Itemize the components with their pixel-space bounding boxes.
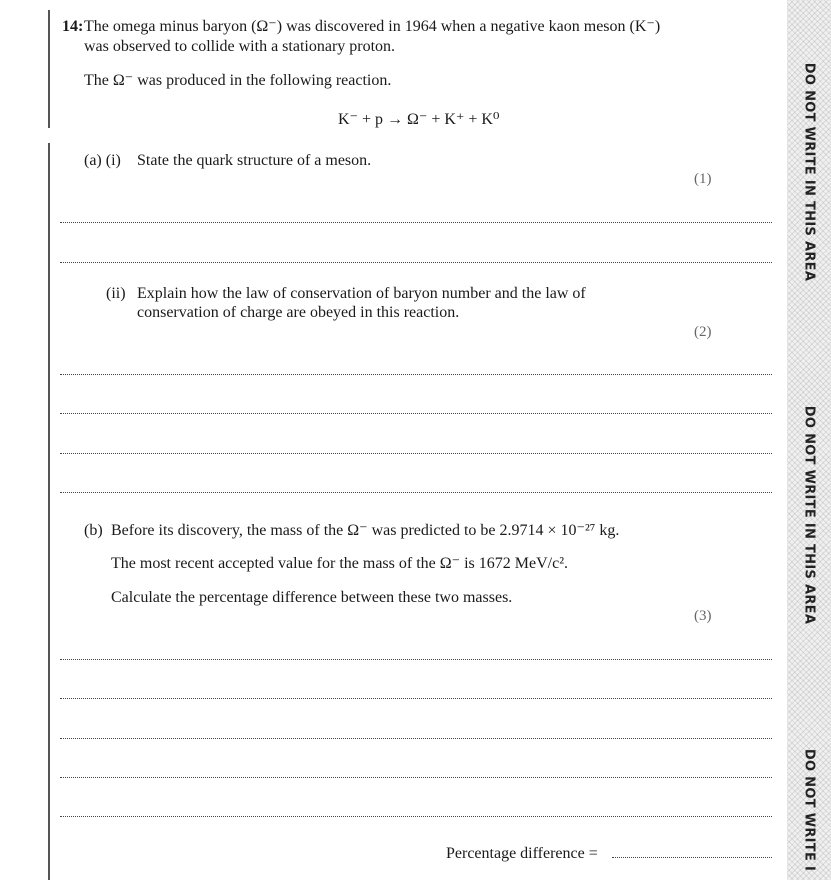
part-b-text-line3: Calculate the percentage difference between these two masses. [111, 589, 513, 606]
answer-line[interactable] [60, 374, 772, 375]
answer-line[interactable] [60, 262, 772, 263]
left-margin-rule-top [48, 10, 50, 128]
answer-line[interactable] [60, 777, 772, 778]
part-a-ii-text-line2: conservation of charge are obeyed in this reaction. [137, 304, 460, 321]
do-not-write-warning-cut: DO NOT WRITE I [801, 748, 817, 872]
part-a-ii-text-line1: Explain how the law of conservation of baryon number and the law of [137, 285, 586, 302]
answer-line[interactable] [60, 492, 772, 493]
reaction-equation: K⁻ + p → Ω⁻ + K⁺ + K⁰ [338, 111, 500, 128]
reaction-intro: The Ω⁻ was produced in the following reaction. [84, 72, 392, 89]
part-b-text-line1: Before its discovery, the mass of the Ω⁻ was predicted to be 2.9714 × 10⁻²⁷ kg. [111, 522, 620, 539]
answer-line[interactable] [60, 413, 772, 414]
part-a-i-label: (a) (i) [84, 152, 121, 169]
answer-line[interactable] [60, 816, 772, 817]
answer-line[interactable] [60, 698, 772, 699]
question-number: 14: [62, 18, 84, 35]
part-a-ii-label: (ii) [106, 285, 126, 302]
part-b-marks: (3) [694, 608, 712, 624]
answer-line[interactable] [60, 222, 772, 223]
do-not-write-warning: DO NOT WRITE IN THIS AREA [801, 62, 817, 282]
percentage-difference-answer-line[interactable] [612, 857, 772, 858]
question-intro-line2: was observed to collide with a stationary proton. [84, 38, 396, 55]
part-a-ii-marks: (2) [694, 324, 712, 340]
part-b-text-line2: The most recent accepted value for the mass of the Ω⁻ is 1672 MeV/c². [111, 555, 568, 572]
answer-line[interactable] [60, 738, 772, 739]
answer-line[interactable] [60, 453, 772, 454]
question-intro-line1: The omega minus baryon (Ω⁻) was discovered in 1964 when a negative kaon meson (K⁻) [84, 18, 661, 35]
do-not-write-warning: DO NOT WRITE IN THIS AREA [801, 405, 817, 625]
answer-line[interactable] [60, 659, 772, 660]
percentage-difference-label: Percentage difference = [446, 845, 598, 862]
part-a-i-text: State the quark structure of a meson. [137, 152, 372, 169]
part-b-label: (b) [84, 522, 103, 539]
left-margin-rule-bottom [48, 143, 50, 880]
part-a-i-marks: (1) [694, 171, 712, 187]
